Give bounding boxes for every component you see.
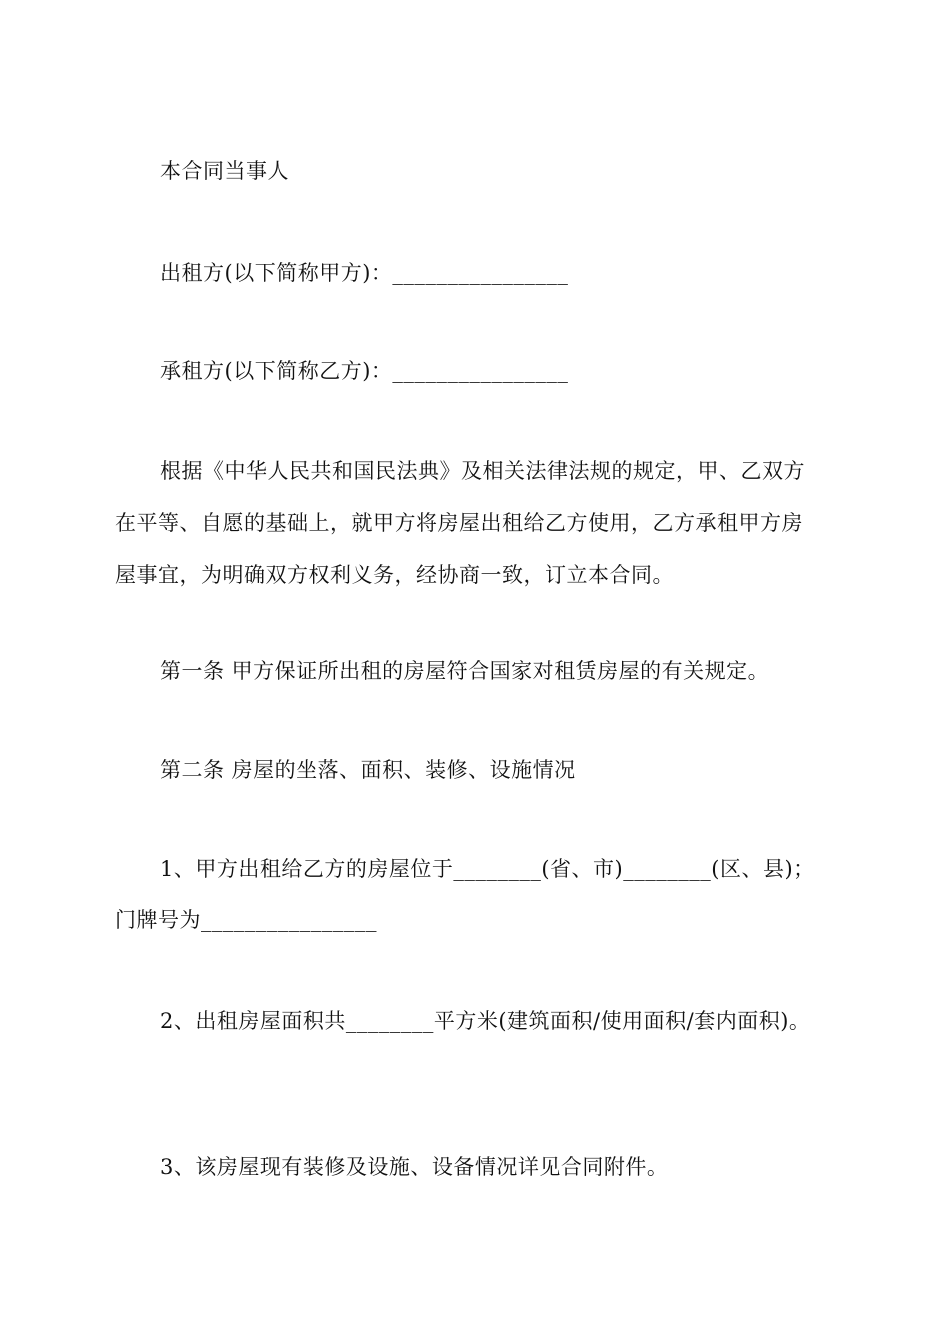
item-2: 2、出租房屋面积共________平方米(建筑面积/使用面积/套内面积)。 xyxy=(160,1009,811,1033)
lessee-line: 承租方(以下简称乙方)：________________ xyxy=(160,359,569,383)
item-1-line-1: 1、甲方出租给乙方的房屋位于________(省、市)________(区、县)； xyxy=(160,857,815,881)
item-3: 3、该房屋现有装修及设施、设备情况详见合同附件。 xyxy=(160,1155,669,1179)
item-1-line-2: 门牌号为________________ xyxy=(115,908,377,932)
lessor-line: 出租方(以下简称甲方)：________________ xyxy=(160,261,569,285)
preamble-line-3: 屋事宜，为明确双方权利义务，经协商一致，订立本合同。 xyxy=(115,563,674,587)
article-2-heading: 第二条 房屋的坐落、面积、装修、设施情况 xyxy=(160,758,576,782)
preamble-line-2: 在平等、自愿的基础上，就甲方将房屋出租给乙方使用，乙方承租甲方房 xyxy=(115,511,803,535)
parties-heading: 本合同当事人 xyxy=(160,159,289,183)
article-1: 第一条 甲方保证所出租的房屋符合国家对租赁房屋的有关规定。 xyxy=(160,659,770,683)
preamble-line-1: 根据《中华人民共和国民法典》及相关法律法规的规定，甲、乙双方 xyxy=(160,459,805,483)
